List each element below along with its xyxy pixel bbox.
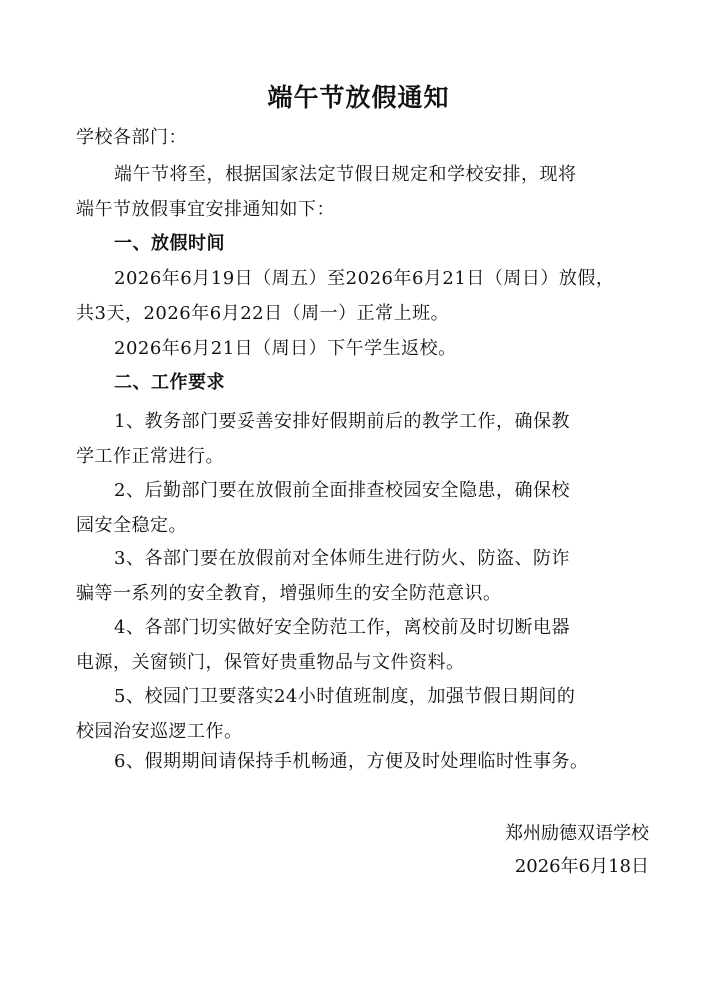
requirement-4-line-2: 电源，关窗锁门，保管好贵重物品与文件资料。	[76, 652, 465, 673]
section-heading-requirements: 二、工作要求	[114, 372, 225, 393]
requirement-4-line-1: 4、各部门切实做好安全防范工作，离校前及时切断电器	[114, 617, 570, 638]
requirement-6-line-1: 6、假期期间请保持手机畅通，方便及时处理临时性事务。	[114, 751, 589, 772]
holiday-line-2: 共3天，2026年6月22日（周一）正常上班。	[76, 303, 450, 324]
holiday-line-1: 2026年6月19日（周五）至2026年6月21日（周日）放假，	[114, 268, 615, 289]
intro-line-2: 端午节放假事宜安排通知如下：	[76, 199, 335, 220]
requirement-3-line-2: 骗等一系列的安全教育，增强师生的安全防范意识。	[76, 583, 502, 604]
signature-date: 2026年6月18日	[514, 856, 649, 877]
holiday-line-3: 2026年6月21日（周日）下午学生返校。	[114, 338, 457, 359]
intro-line-1: 端午节将至，根据国家法定节假日规定和学校安排，现将	[114, 164, 577, 185]
salutation: 学校各部门：	[76, 127, 187, 148]
document-title: 端午节放假通知	[267, 83, 450, 112]
requirement-1-line-2: 学工作正常进行。	[76, 446, 224, 467]
requirement-2-line-2: 园安全稳定。	[76, 515, 187, 536]
requirement-3-line-1: 3、各部门要在放假前对全体师生进行防火、防盗、防诈	[114, 548, 570, 569]
requirement-1-line-1: 1、教务部门要妥善安排好假期前后的教学工作，确保教	[114, 411, 570, 432]
requirement-2-line-1: 2、后勤部门要在放假前全面排查校园安全隐患，确保校	[114, 480, 570, 501]
signature-organization: 郑州励德双语学校	[505, 823, 649, 844]
section-heading-time: 一、放假时间	[114, 233, 225, 254]
requirement-5-line-1: 5、校园门卫要落实24小时值班制度，加强节假日期间的	[114, 686, 576, 707]
requirement-5-line-2: 校园治安巡逻工作。	[76, 721, 243, 742]
